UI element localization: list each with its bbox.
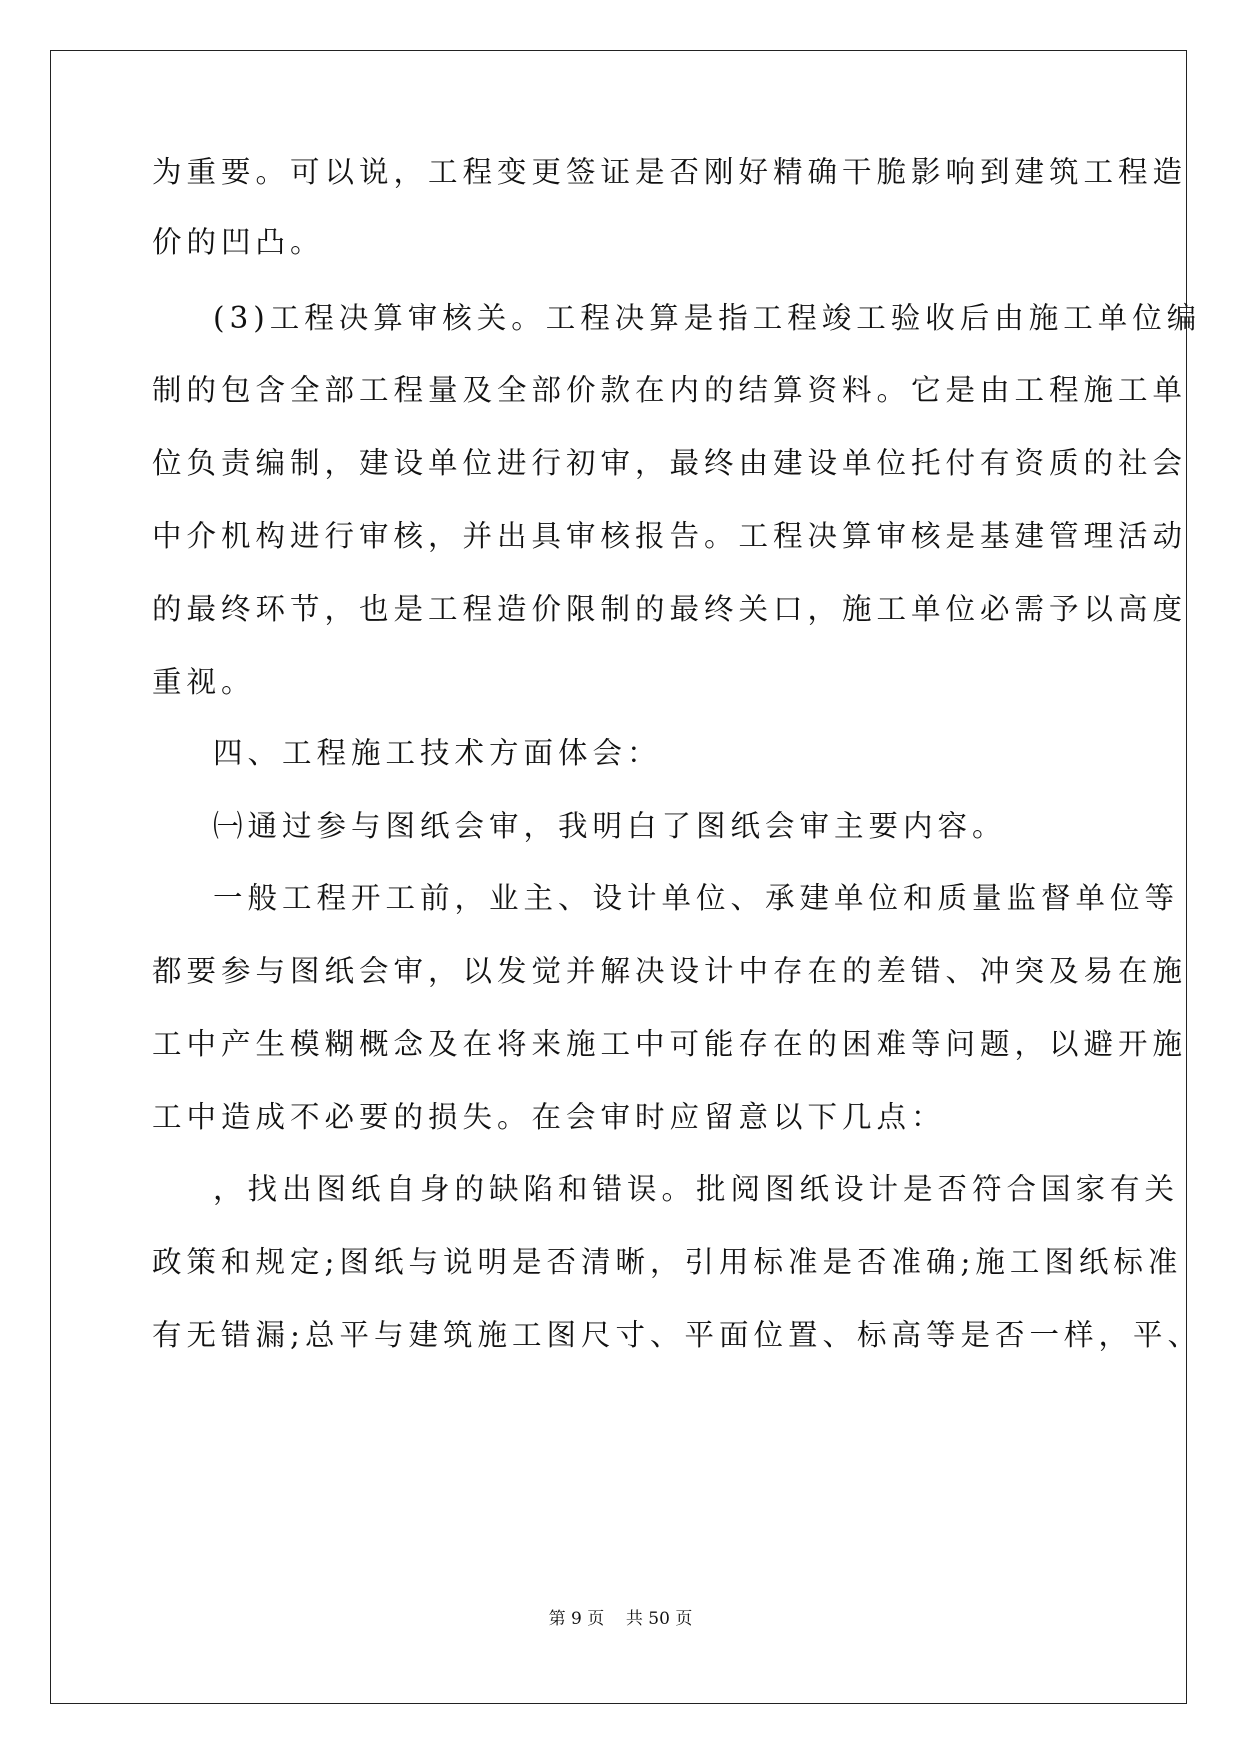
body-line-16: 政策和规定;图纸与说明是否清晰，引用标准是否准确;施工图纸标准 <box>152 1245 1183 1279</box>
body-line-11: 一般工程开工前，业主、设计单位、承建单位和质量监督单位等 <box>213 881 1180 915</box>
page-number-footer: 第 9 页 共 50 页 <box>548 1609 693 1629</box>
body-line-10: ㈠通过参与图纸会审，我明白了图纸会审主要内容。 <box>213 809 1007 843</box>
body-line-1: 为重要。可以说，工程变更签证是否刚好精确干脆影响到建筑工程造 <box>152 155 1188 189</box>
body-line-5: 位负责编制，建设单位进行初审，最终由建设单位托付有资质的社会 <box>152 446 1188 480</box>
body-line-8: 重视。 <box>152 665 256 699</box>
body-line-2: 价的凹凸。 <box>152 225 325 259</box>
body-line-17: 有无错漏;总平与建筑施工图尺寸、平面位置、标高等是否一样，平、 <box>152 1318 1202 1352</box>
body-line-15: ，找出图纸自身的缺陷和错误。批阅图纸设计是否符合国家有关 <box>213 1172 1180 1206</box>
section-heading: 四、工程施工技术方面体会： <box>213 736 662 770</box>
body-line-4: 制的包含全部工程量及全部价款在内的结算资料。它是由工程施工单 <box>152 373 1188 407</box>
body-line-13: 工中产生模糊概念及在将来施工中可能存在的困难等问题，以避开施 <box>152 1027 1188 1061</box>
body-line-12: 都要参与图纸会审，以发觉并解决设计中存在的差错、冲突及易在施 <box>152 954 1188 988</box>
body-line-7: 的最终环节，也是工程造价限制的最终关口，施工单位必需予以高度 <box>152 592 1188 626</box>
body-line-6: 中介机构进行审核，并出具审核报告。工程决算审核是基建管理活动 <box>152 519 1188 553</box>
body-line-14: 工中造成不必要的损失。在会审时应留意以下几点： <box>152 1100 946 1134</box>
body-line-3: (3)工程决算审核关。工程决算是指工程竣工验收后由施工单位编 <box>213 301 1202 335</box>
